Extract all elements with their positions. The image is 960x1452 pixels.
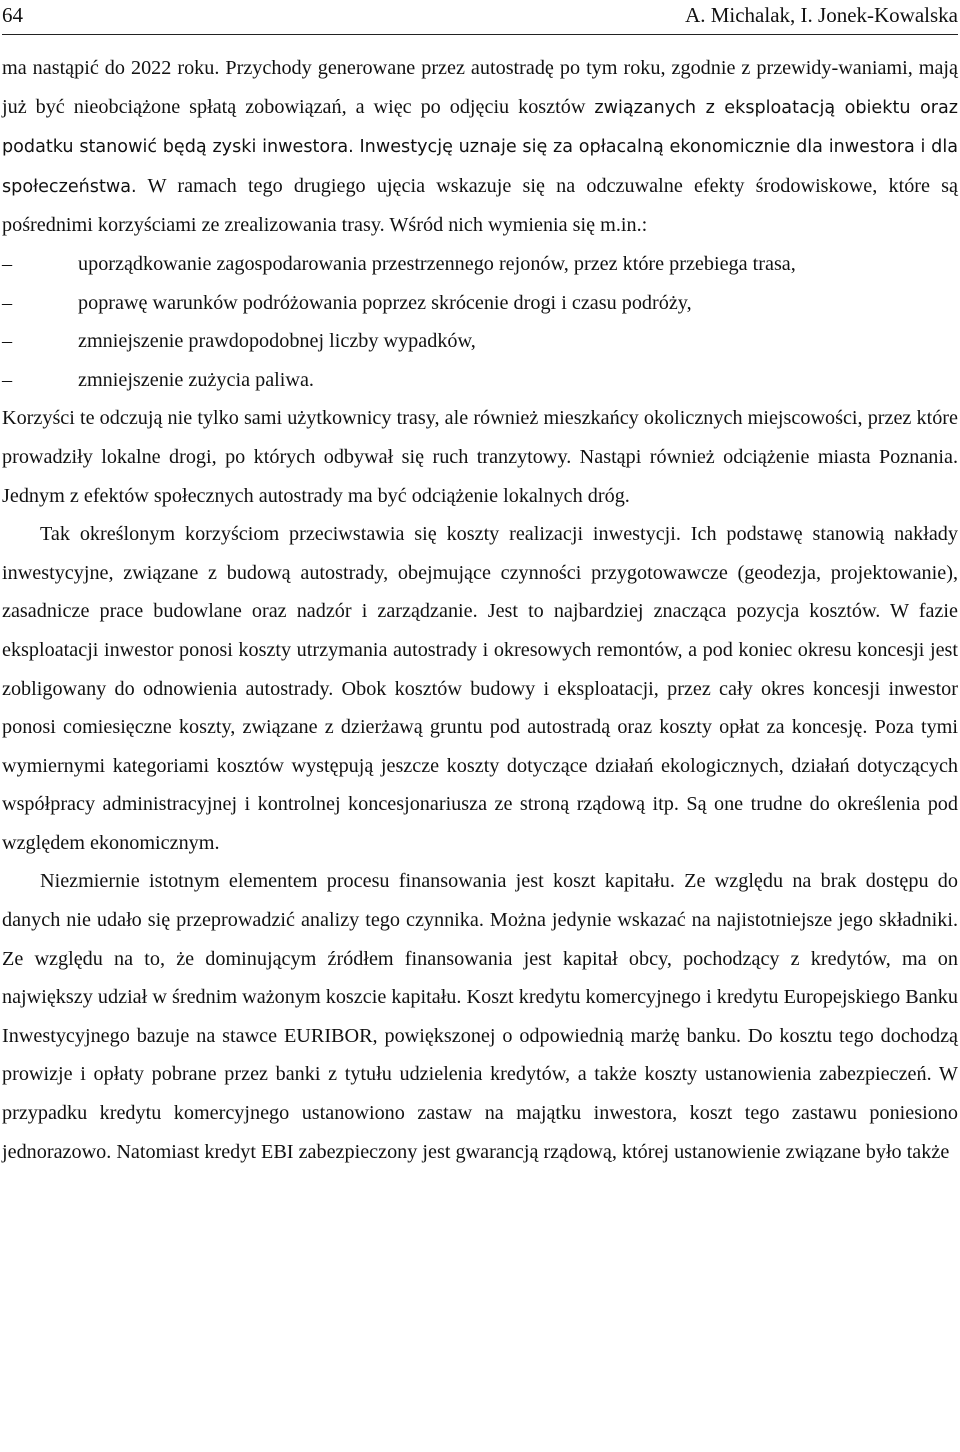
paragraph-continued (2, 49, 958, 245)
paragraph-1-part-1: ma nastąpić do 2022 roku. Przychody generowane przez autostradę po tym roku, zgodnie z przewidy-waniami, mają już być nieobciążone spłatą zobowiązań, a więc po odjęciu kosztów (2, 57, 958, 118)
list-item (2, 361, 958, 400)
dash-bullet: – (2, 291, 13, 314)
body-text (2, 49, 958, 1171)
header-authors: A. Michalak, I. Jonek-Kowalska (685, 3, 958, 27)
paragraph: Korzyści te odczują nie tylko sami użytkownicy trasy, ale również mieszkańcy okolicznych miejscowości, przez które prowadziły lokalne drogi, po których odbywał się ruch tranzytowy. Nastąpi również odciążenie miasta Poznania. Jednym z efektów społecznych autostrady ma być odciążenie lokalnych dróg. (2, 407, 958, 507)
paragraph-1-part-3: W ramach tego drugiego ujęcia wskazuje się na odczuwalne efekty środowiskowe, które są pośrednimi korzyściami ze zrealizowania trasy. Wśród nich wymienia się m.in.: (2, 174, 958, 237)
dash-bullet: – (2, 330, 13, 353)
paragraph-1-part-2: związanych z eksploatacją obiektu oraz podatku stanowić będą zyski inwestora. Inwestycję uznaje się za opłacalną ekonomicznie dla inwestora i dla społeczeństwa. (2, 97, 959, 197)
list-item-text: uporządkowanie zagospodarowania przestrzennego rejonów, przez które przebiega trasa, (78, 252, 796, 275)
list-item-text: zmniejszenie prawdopodobnej liczby wypadków, (78, 330, 476, 353)
list-item (2, 322, 958, 361)
document-page (2, 0, 958, 1171)
running-header (2, 0, 958, 35)
paragraph: Tak określonym korzyściom przeciwstawia się koszty realizacji inwestycji. Ich podstawę stanowią nakłady inwestycyjne, związane z budową autostrady, obejmujące czynności przygotowawcze (geodezja, projektowanie), zasadnicze prace budowlane oraz nadzór i zarządzanie. Jest to najbardziej znacząca pozycja kosztów. W fazie eksploatacji inwestor ponosi koszty utrzymania autostrady i okresowych remontów, a pod koniec okresu koncesji jest zobligowany do odnowienia autostrady. Obok kosztów budowy i eksploatacji, przez cały okres koncesji inwestor ponosi comiesięczne koszty, związane z dzierżawą gruntu pod autostradą oraz koszty opłat za koncesję. Poza tymi wymiernymi kategoriami kosztów występują jeszcze koszty dotyczące działań ekologicznych, działań dotyczących współpracy administracyjnej i kontrolnej koncesjonariusza ze stroną rządową itp. Są one trudne do określenia pod względem ekonomicznym. (2, 523, 958, 854)
list-item-text: zmniejszenie zużycia paliwa. (78, 368, 314, 391)
dash-bullet: – (2, 368, 13, 391)
dash-bullet: – (2, 252, 13, 275)
list-item (2, 284, 958, 323)
list-item-text: poprawę warunków podróżowania poprzez skrócenie drogi i czasu podróży, (78, 291, 692, 314)
paragraph: Niezmiernie istotnym elementem procesu finansowania jest koszt kapitału. Ze względu na brak dostępu do danych nie udało się przeprowadzić analizy tego czynnika. Można jedynie wskazać na najistotniejsze jego składniki. Ze względu na to, że dominującym źródłem finansowania jest kapitał obcy, pochodzący z kredytów, ma on największy udział w średnim ważonym koszcie kapitału. Koszt kredytu komercyjnego i kredytu Europejskiego Banku Inwestycyjnego bazuje na stawce EURIBOR, powiększonej o odpowiednią marżę banku. Do kosztu tego dochodzą prowizje i opłaty pobrane przez banki z tytułu udzielenia kredytów, a także koszty ustanowienia zabezpieczeń. W przypadku kredytu komercyjnego ustanowiono zastaw na majątku inwestora, koszt tego zastawu poniesiono jednorazowo. Natomiast kredyt EBI zabezpieczony jest gwarancją rządową, której ustanowienie związane było także (2, 870, 958, 1163)
benefits-list (2, 245, 958, 399)
page-number: 64 (2, 3, 23, 27)
list-item (2, 245, 958, 284)
